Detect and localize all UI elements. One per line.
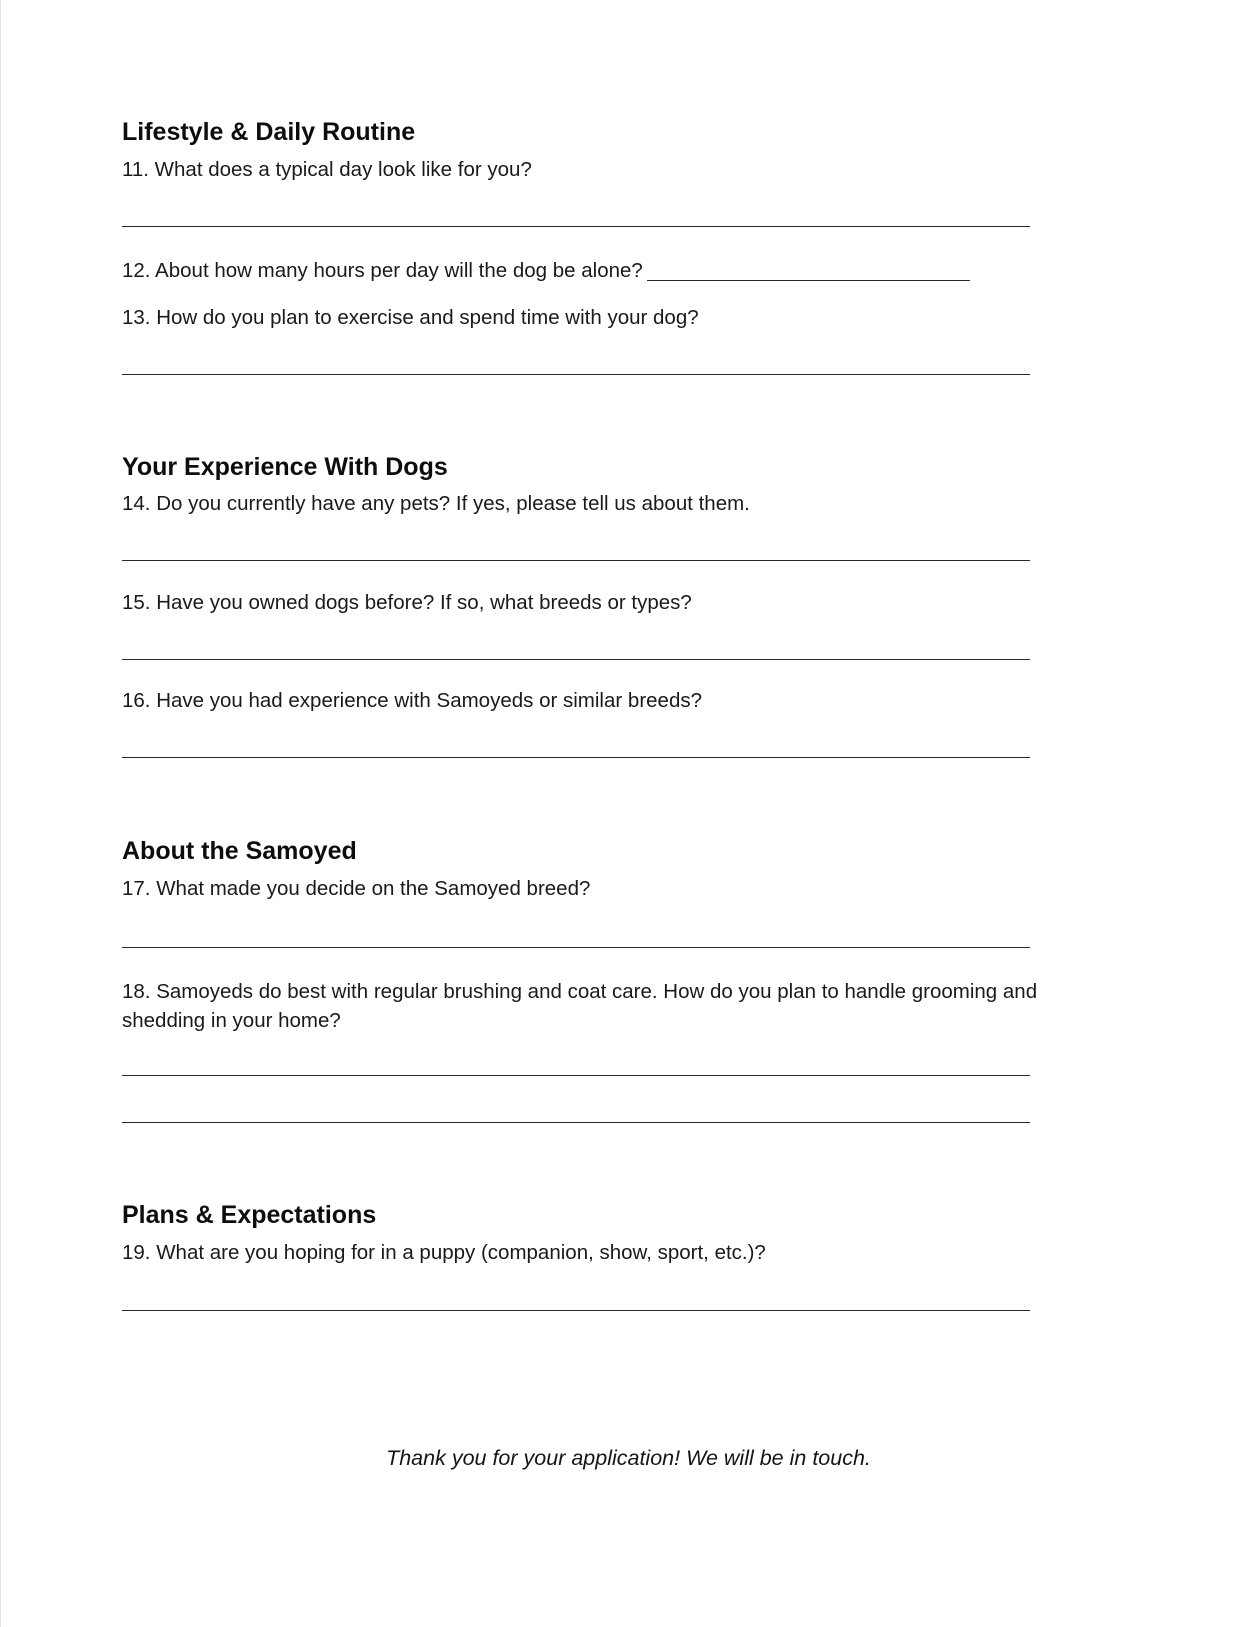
question-17: 17. What made you decide on the Samoyed breed?: [122, 877, 591, 900]
question-14: 14. Do you currently have any pets? If yes, please tell us about them.: [122, 492, 750, 515]
answer-line-18b[interactable]: [122, 1122, 1030, 1123]
answer-line-18a[interactable]: [122, 1075, 1030, 1076]
section-heading-plans: Plans & Expectations: [122, 1201, 377, 1229]
answer-line-19[interactable]: [122, 1310, 1030, 1311]
answer-line-16[interactable]: [122, 757, 1030, 758]
section-heading-experience: Your Experience With Dogs: [122, 453, 448, 481]
question-18: 18. Samoyeds do best with regular brushing and coat care. How do you plan to handle grooming and shedding in your home?: [122, 980, 1038, 1032]
section-heading-lifestyle: Lifestyle & Daily Routine: [122, 118, 416, 146]
section-heading-samoyed: About the Samoyed: [122, 837, 357, 865]
question-13: 13. How do you plan to exercise and spend time with your dog?: [122, 306, 699, 329]
answer-line-12[interactable]: [647, 280, 970, 281]
answer-line-11[interactable]: [122, 226, 1030, 227]
answer-line-17[interactable]: [122, 947, 1030, 948]
question-12: [122, 258, 970, 284]
question-12-text: 12. About how many hours per day will the dog be alone?: [122, 259, 643, 282]
closing-message: Thank you for your application! We will be in touch.: [386, 1446, 871, 1470]
answer-line-13[interactable]: [122, 374, 1030, 375]
question-19: 19. What are you hoping for in a puppy (companion, show, sport, etc.)?: [122, 1241, 766, 1264]
answer-line-14[interactable]: [122, 560, 1030, 561]
question-15: 15. Have you owned dogs before? If so, what breeds or types?: [122, 591, 692, 614]
question-11: 11. What does a typical day look like for you?: [122, 158, 532, 181]
answer-line-15[interactable]: [122, 659, 1030, 660]
question-16: 16. Have you had experience with Samoyeds or similar breeds?: [122, 689, 702, 712]
